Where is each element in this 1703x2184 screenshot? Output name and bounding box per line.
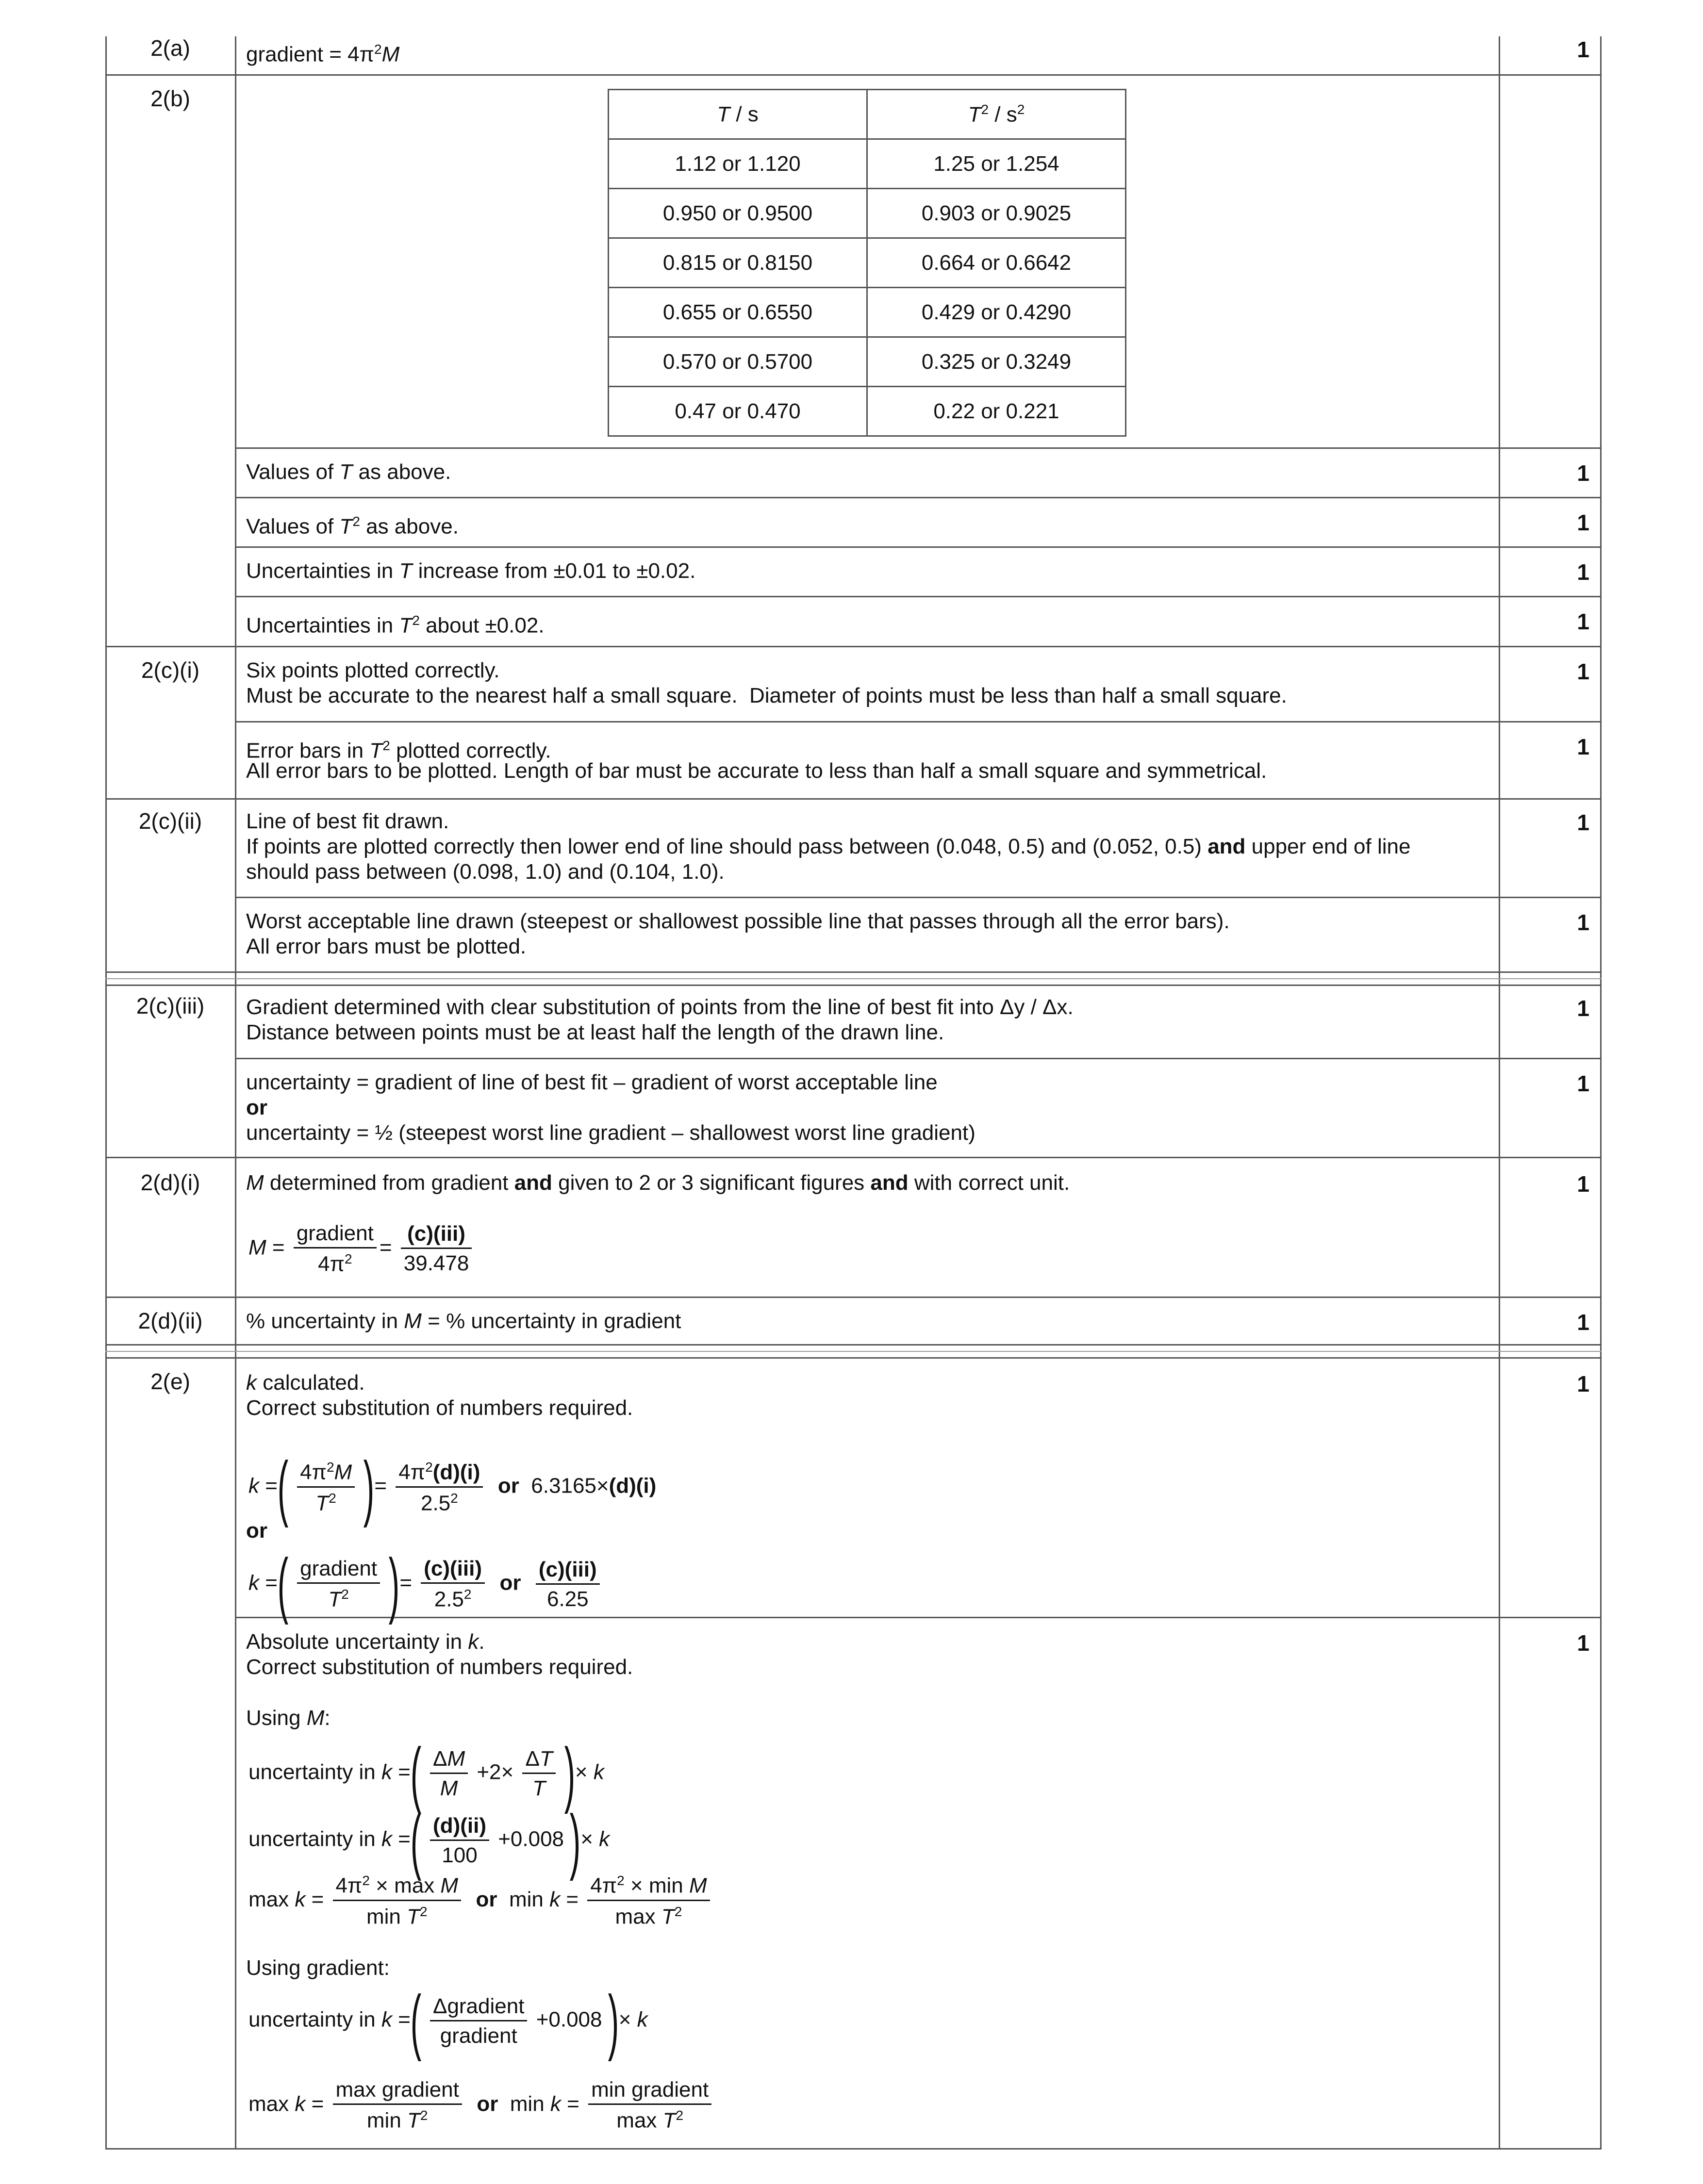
denominator: $4\pi^2$ bbox=[318, 1251, 352, 1276]
denominator: $\max T^2$ bbox=[615, 1904, 682, 1929]
fraction bbox=[430, 1748, 468, 1799]
or-text: or bbox=[246, 1519, 267, 1543]
paren-close: ) bbox=[364, 1446, 375, 1528]
marking-point-detail: Correct substitution of numbers required. bbox=[246, 1396, 633, 1420]
fraction bbox=[396, 1461, 483, 1514]
detail-bold: and bbox=[1207, 835, 1246, 858]
denominator: M bbox=[440, 1776, 458, 1800]
mark: 1 bbox=[1577, 460, 1589, 486]
bold-part: and bbox=[870, 1171, 909, 1195]
numerator: max gradient bbox=[333, 2079, 462, 2105]
subheading: Using gradient: bbox=[246, 1956, 390, 1980]
question-number: 2(a) bbox=[150, 35, 190, 61]
marking-point-detail: Must be accurate to the nearest half a small square. Diameter of points must be less than half a small square. bbox=[246, 684, 1287, 707]
paren-close: ) bbox=[608, 1980, 619, 2062]
table-border-bottom bbox=[105, 2148, 1602, 2150]
question-number: 2(c)(iii) bbox=[136, 993, 205, 1018]
mark: 1 bbox=[1577, 996, 1589, 1021]
numerator: ΔT bbox=[522, 1748, 555, 1774]
table-cell: 1.25 or 1.254 bbox=[867, 139, 1126, 189]
fraction bbox=[588, 2079, 711, 2132]
marking-point: Worst acceptable line drawn (steepest or shallowest possible line that passes through all the error bars). bbox=[246, 909, 1230, 933]
or-label bbox=[246, 1517, 267, 1544]
marking-point: k calculated. bbox=[246, 1371, 365, 1395]
table-cell: 0.47 or 0.470 bbox=[609, 387, 867, 436]
symbol: M bbox=[248, 1235, 266, 1260]
marking-point: Gradient determined with clear substitution of points from the line of best fit into Δy / Δx. bbox=[246, 995, 1074, 1019]
or-text: or bbox=[476, 1887, 497, 1911]
table-border-qn bbox=[235, 36, 236, 2150]
question-number: 2(c)(ii) bbox=[138, 808, 202, 834]
answer-text: gradient = $4\pi^2M$ bbox=[246, 42, 400, 66]
denominator: $2.5^2$ bbox=[434, 1587, 472, 1611]
table-header-t2: $T^2 / s^2$ bbox=[867, 90, 1126, 139]
mark: 1 bbox=[1577, 810, 1589, 835]
operator: +0.008 bbox=[536, 2007, 602, 2032]
denominator: 100 bbox=[442, 1843, 478, 1867]
fraction bbox=[522, 1748, 555, 1799]
mark: 1 bbox=[1577, 609, 1589, 634]
table-row bbox=[609, 288, 1126, 337]
table-row bbox=[609, 387, 1126, 436]
subrow-divider bbox=[235, 596, 1602, 597]
mark: 1 bbox=[1577, 659, 1589, 684]
marking-point: Line of best fit drawn. bbox=[246, 809, 449, 833]
subrow-divider bbox=[235, 897, 1602, 898]
marking-point: Error bars in $T^2$ plotted correctly. bbox=[246, 738, 551, 763]
denominator: 39.478 bbox=[403, 1251, 469, 1276]
row-divider bbox=[105, 74, 1602, 76]
denominator: 6.25 bbox=[546, 1587, 589, 1611]
marking-point: Values of $T^2$ as above. bbox=[246, 514, 459, 539]
denominator: gradient bbox=[440, 2023, 517, 2048]
table-cell: 0.22 or 0.221 bbox=[867, 387, 1126, 436]
row-divider bbox=[105, 971, 1602, 973]
fraction bbox=[401, 1223, 472, 1274]
numerator: gradient bbox=[294, 1223, 377, 1248]
detail-part: If points are plotted correctly then lower end of line should pass between (0.048, 0.5) and (0.052, 0.5) bbox=[246, 835, 1208, 858]
detail-part: upper end of line bbox=[1245, 835, 1411, 858]
symbol: k bbox=[248, 1474, 259, 1498]
or-text: or bbox=[499, 1571, 521, 1595]
fraction bbox=[297, 1558, 380, 1610]
marking-point: Uncertainties in $T^2$ about ±0.02. bbox=[246, 613, 545, 638]
formula-k-from-m: k =( $\frac{4\pi^2M}{T^2}$ )= $\frac{4\pi^2(d)(i)}{2.5^2}$ or 6.3165×(d)(i) bbox=[248, 1446, 657, 1528]
paren-open: ( bbox=[277, 1544, 289, 1625]
marking-point-detail: Distance between points must be at least half the length of the drawn line. bbox=[246, 1020, 944, 1044]
marking-point-detail bbox=[246, 833, 1410, 860]
mark: 1 bbox=[1577, 734, 1589, 759]
marking-point: Six points plotted correctly. bbox=[246, 658, 500, 682]
marking-point-detail: Correct substitution of numbers required. bbox=[246, 1655, 633, 1679]
marking-point: Absolute uncertainty in k. bbox=[246, 1630, 485, 1654]
marking-point: Uncertainties in T increase from ±0.01 to ±0.02. bbox=[246, 559, 696, 583]
row-divider bbox=[105, 1157, 1602, 1158]
mark: 1 bbox=[1577, 559, 1589, 585]
fraction bbox=[430, 1996, 527, 2047]
table-row bbox=[609, 337, 1126, 387]
table-row bbox=[609, 139, 1126, 189]
paren-open: ( bbox=[410, 1800, 422, 1881]
denominator: $2.5^2$ bbox=[420, 1490, 458, 1515]
fraction bbox=[297, 1461, 355, 1514]
marking-point-detail: All error bars must be plotted. bbox=[246, 935, 527, 958]
row-divider-double bbox=[105, 1351, 1602, 1352]
or-text: or bbox=[497, 1474, 519, 1498]
mark: 1 bbox=[1577, 37, 1589, 62]
numerator: ΔM bbox=[430, 1748, 468, 1774]
or-text: or bbox=[477, 2092, 498, 2116]
table-cell: 1.12 or 1.120 bbox=[609, 139, 867, 189]
numerator: (c)(iii) bbox=[421, 1558, 485, 1584]
numerator: $4\pi^2M$ bbox=[297, 1461, 355, 1488]
denominator: $T^2$ bbox=[315, 1490, 336, 1515]
subrow-divider bbox=[235, 721, 1602, 723]
mark: 1 bbox=[1577, 1171, 1589, 1197]
numerator: Δgradient bbox=[430, 1996, 527, 2021]
operator: +0.008 bbox=[498, 1827, 564, 1851]
mark: 1 bbox=[1577, 1310, 1589, 1335]
table-cell: 0.325 or 0.3249 bbox=[867, 337, 1126, 387]
question-number: 2(b) bbox=[150, 86, 190, 111]
row-divider-double bbox=[105, 978, 1602, 979]
question-number: 2(e) bbox=[150, 1369, 190, 1394]
numerator: gradient bbox=[297, 1558, 380, 1584]
table-cell: 0.950 or 0.9500 bbox=[609, 189, 867, 238]
row-divider bbox=[105, 985, 1602, 986]
fraction bbox=[333, 1874, 462, 1927]
formula-max-min-k-gradient: max k = $\frac{\text{max gradient}}{\min T^2}$ or min k = $\frac{\text{min gradient}}{\max T^2}$ bbox=[248, 2079, 714, 2132]
denominator: $T^2$ bbox=[328, 1587, 349, 1611]
subrow-divider bbox=[235, 546, 1602, 548]
table-border-left bbox=[105, 36, 107, 2150]
or-label bbox=[246, 1094, 267, 1121]
fraction bbox=[421, 1558, 485, 1610]
question-number: 2(d)(i) bbox=[140, 1170, 200, 1195]
row-divider bbox=[105, 646, 1602, 647]
den-text: 4π bbox=[318, 1252, 345, 1276]
text-part: with correct unit. bbox=[908, 1171, 1070, 1195]
marking-point bbox=[246, 1169, 1070, 1197]
marking-point: Values of T as above. bbox=[246, 460, 451, 484]
formula-uncertainty-gradient: uncertainty in k =( $\frac{\text{Δgradient}}{\text{gradient}}$ +0.008 )× k bbox=[248, 1980, 648, 2062]
subrow-divider bbox=[235, 497, 1602, 498]
fraction bbox=[587, 1874, 710, 1927]
paren-close: ) bbox=[570, 1800, 581, 1881]
mark: 1 bbox=[1577, 1071, 1589, 1096]
table-border-marks bbox=[1499, 36, 1500, 2150]
row-divider bbox=[105, 1344, 1602, 1346]
formula-uncertainty-1: uncertainty in k =( $\frac{\Delta M}{M}$ +2× $\frac{\Delta T}{T}$ )× k bbox=[248, 1733, 604, 1814]
or-text: or bbox=[246, 1096, 267, 1119]
table-cell: 0.903 or 0.9025 bbox=[867, 189, 1126, 238]
paren-close: ) bbox=[389, 1544, 400, 1625]
denominator: T bbox=[532, 1776, 546, 1800]
numerator: $4\pi^2 \times \max M$ bbox=[333, 1874, 462, 1901]
period-table bbox=[608, 89, 1126, 437]
marking-point: uncertainty = gradient of line of best fit – gradient of worst acceptable line bbox=[246, 1070, 938, 1094]
numerator: $4\pi^2 \times \min M$ bbox=[587, 1874, 710, 1901]
table-row bbox=[609, 189, 1126, 238]
question-number: 2(d)(ii) bbox=[138, 1308, 203, 1333]
fraction bbox=[536, 1559, 600, 1610]
table-cell: 0.570 or 0.5700 bbox=[609, 337, 867, 387]
fraction bbox=[333, 2079, 462, 2132]
bold-part: and bbox=[514, 1171, 552, 1195]
operator: +2× bbox=[477, 1760, 514, 1784]
mark: 1 bbox=[1577, 510, 1589, 535]
table-cell: 0.815 or 0.8150 bbox=[609, 238, 867, 288]
marking-point: % uncertainty in M = % uncertainty in gradient bbox=[246, 1309, 681, 1333]
text-part: given to 2 or 3 significant figures bbox=[552, 1171, 871, 1195]
numerator: min gradient bbox=[588, 2079, 711, 2105]
row-divider bbox=[105, 1297, 1602, 1298]
fraction bbox=[430, 1815, 489, 1866]
paren-open: ( bbox=[410, 1980, 422, 2062]
denominator: $\min T^2$ bbox=[366, 2108, 428, 2133]
table-cell: 0.664 or 0.6642 bbox=[867, 238, 1126, 288]
table-header-t: T / s bbox=[609, 90, 867, 139]
symbol-m: M bbox=[246, 1171, 264, 1195]
denominator: $\min T^2$ bbox=[366, 1904, 428, 1929]
table-cell: 0.429 or 0.4290 bbox=[867, 288, 1126, 337]
formula-k-from-gradient: k =( $\frac{\text{gradient}}{T^2}$ )= $\frac{\text{(c)(iii)}}{2.5^2}$ or $\frac{\text{(c)(iii)}}{6.25}$ bbox=[248, 1548, 603, 1621]
table-cell: 0.655 or 0.6550 bbox=[609, 288, 867, 337]
mark: 1 bbox=[1577, 1371, 1589, 1396]
subrow-divider bbox=[235, 447, 1602, 449]
numerator: (c)(iii) bbox=[401, 1223, 472, 1249]
denominator: $\max T^2$ bbox=[616, 2108, 684, 2133]
question-number: 2(c)(i) bbox=[141, 657, 200, 683]
formula-m: M = $\frac{\text{gradient}}{4\pi^2}$ = $\frac{\text{(c)(iii)}}{39.478}$ bbox=[248, 1223, 475, 1275]
text-part: determined from gradient bbox=[264, 1171, 514, 1195]
mark: 1 bbox=[1577, 910, 1589, 935]
marking-point-detail: All error bars to be plotted. Length of bar must be accurate to less than half a small square and symmetrical. bbox=[246, 759, 1267, 783]
table-border-right bbox=[1600, 36, 1602, 2150]
subheading: Using M: bbox=[246, 1706, 331, 1730]
subrow-divider bbox=[235, 1058, 1602, 1059]
mark: 1 bbox=[1577, 1630, 1589, 1656]
numerator: (d)(ii) bbox=[430, 1815, 489, 1841]
numerator: (c)(iii) bbox=[536, 1559, 600, 1585]
paren-open: ( bbox=[410, 1733, 422, 1814]
table-row bbox=[609, 238, 1126, 288]
row-divider bbox=[105, 1357, 1602, 1359]
formula-uncertainty-2: uncertainty in k =( $\frac{(d)(ii)}{100}$ +0.008 )× k bbox=[248, 1800, 610, 1881]
fraction bbox=[294, 1223, 377, 1275]
formula-max-min-k: max k = $\frac{4\pi^2 \times \max M}{\min T^2}$ or min k = $\frac{4\pi^2 \times \min M}{\max T^2}$ bbox=[248, 1874, 713, 1927]
numerator: $4\pi^2(d)(i)$ bbox=[396, 1461, 483, 1488]
marking-point-detail: should pass between (0.098, 1.0) and (0.104, 1.0). bbox=[246, 860, 725, 884]
paren-open: ( bbox=[277, 1446, 289, 1528]
paren-close: ) bbox=[564, 1733, 576, 1814]
row-divider bbox=[105, 798, 1602, 800]
marking-point-detail: uncertainty = ½ (steepest worst line gradient – shallowest worst line gradient) bbox=[246, 1121, 976, 1145]
